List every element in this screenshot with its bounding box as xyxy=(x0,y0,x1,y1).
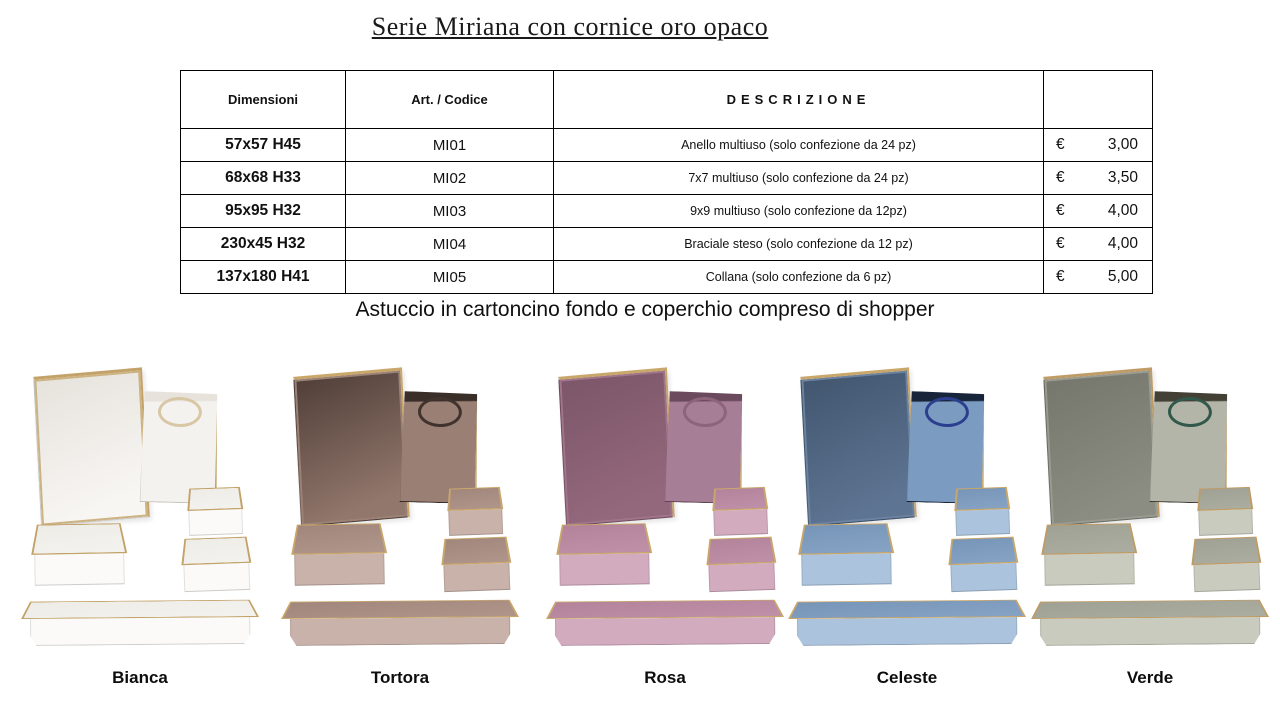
price-value: 4,00 xyxy=(1107,202,1138,219)
column-header-descrizione: DESCRIZIONE xyxy=(554,71,1044,129)
price-value: 5,00 xyxy=(1107,268,1138,285)
cell-code: MI05 xyxy=(346,261,554,294)
box-top-face xyxy=(712,487,768,511)
product-set xyxy=(1025,352,1275,694)
price-value: 3,00 xyxy=(1107,136,1138,153)
box-top-face xyxy=(1031,600,1269,619)
box-top-face xyxy=(31,523,127,555)
table-row xyxy=(181,129,1153,162)
box-base xyxy=(797,617,1018,646)
box-top-face xyxy=(1191,537,1261,566)
price-table xyxy=(180,70,1153,294)
cell-code: MI01 xyxy=(346,129,554,162)
medium-box xyxy=(1040,497,1138,586)
box-base xyxy=(1040,617,1261,646)
bag-handle xyxy=(1168,396,1213,427)
price-wrap xyxy=(1044,136,1152,154)
product-color-label: Tortora xyxy=(370,668,430,687)
cell-description: 9x9 multiuso (solo confezione da 12pz) xyxy=(554,195,1044,228)
cell-dimension: 137x180 H41 xyxy=(181,261,346,294)
box-base xyxy=(555,617,776,646)
product-color-label: Bianca xyxy=(112,668,168,687)
cell-description: Collana (solo confezione da 6 pz) xyxy=(554,261,1044,294)
column-header-price xyxy=(1044,71,1153,129)
currency-symbol: € xyxy=(1056,202,1065,219)
product-set xyxy=(15,352,265,694)
price-value: 3,50 xyxy=(1107,169,1138,186)
cell-price xyxy=(1044,129,1153,162)
bracelet-box xyxy=(21,577,260,646)
cell-code: MI03 xyxy=(346,195,554,228)
cell-dimension: 57x57 H45 xyxy=(181,129,346,162)
cell-description: Braciale steso (solo confezione da 12 pz) xyxy=(554,228,1044,261)
cell-dimension: 95x95 H32 xyxy=(181,195,346,228)
cell-price xyxy=(1044,195,1153,228)
cell-dimension: 230x45 H32 xyxy=(181,228,346,261)
box-top-face xyxy=(441,537,511,566)
table-row xyxy=(181,261,1153,294)
box-top-face xyxy=(181,537,251,566)
price-wrap xyxy=(1044,202,1152,220)
bag-handle xyxy=(925,396,970,427)
price-wrap xyxy=(1044,235,1152,253)
box-top-face xyxy=(954,487,1010,511)
box-top-face xyxy=(21,600,259,619)
currency-symbol: € xyxy=(1056,268,1065,285)
box-top-face xyxy=(291,523,387,555)
page-title: Serie Miriana con cornice oro opaco xyxy=(371,12,769,41)
cell-code: MI02 xyxy=(346,162,554,195)
cell-price xyxy=(1044,162,1153,195)
bag-handle xyxy=(683,396,728,427)
box-top-face xyxy=(546,600,784,619)
box-top-face xyxy=(798,523,894,555)
product-set xyxy=(275,352,525,694)
table-header-row xyxy=(181,71,1153,129)
currency-symbol: € xyxy=(1056,136,1065,153)
bracelet-box xyxy=(546,577,785,646)
bag-handle xyxy=(418,396,463,427)
table-row xyxy=(181,162,1153,195)
product-set xyxy=(540,352,790,694)
currency-symbol: € xyxy=(1056,235,1065,252)
box-top-face xyxy=(706,537,776,566)
box-top-face xyxy=(948,537,1018,566)
box-top-face xyxy=(1197,487,1253,511)
box-top-face xyxy=(281,600,519,619)
cell-price xyxy=(1044,261,1153,294)
product-color-label: Verde xyxy=(1126,668,1174,687)
product-set xyxy=(782,352,1032,694)
box-top-face xyxy=(788,600,1026,619)
price-wrap xyxy=(1044,169,1152,187)
bag-handle xyxy=(158,396,203,427)
cell-description: Anello multiuso (solo confezione da 24 pz) xyxy=(554,129,1044,162)
cell-dimension: 68x68 H33 xyxy=(181,162,346,195)
currency-symbol: € xyxy=(1056,169,1065,186)
medium-box xyxy=(555,497,653,586)
subtitle-note: Astuccio in cartoncino fondo e coperchio compreso di shopper xyxy=(355,298,935,321)
price-value: 4,00 xyxy=(1107,235,1138,252)
medium-box xyxy=(30,497,128,586)
bracelet-box xyxy=(788,577,1027,646)
box-top-face xyxy=(1041,523,1137,555)
cell-description: 7x7 multiuso (solo confezione da 24 pz) xyxy=(554,162,1044,195)
cell-price xyxy=(1044,228,1153,261)
medium-box xyxy=(290,497,388,586)
table-row xyxy=(181,228,1153,261)
column-header-codice: Art. / Codice xyxy=(346,71,554,129)
bracelet-box xyxy=(281,577,520,646)
price-wrap xyxy=(1044,268,1152,286)
box-top-face xyxy=(556,523,652,555)
medium-box xyxy=(797,497,895,586)
cell-code: MI04 xyxy=(346,228,554,261)
product-color-label: Celeste xyxy=(876,668,938,687)
column-header-dimensioni: Dimensioni xyxy=(181,71,346,129)
price-table-body xyxy=(181,129,1153,294)
bracelet-box xyxy=(1031,577,1270,646)
table-row xyxy=(181,195,1153,228)
box-top-face xyxy=(187,487,243,511)
box-base xyxy=(30,617,251,646)
box-top-face xyxy=(447,487,503,511)
box-base xyxy=(290,617,511,646)
product-color-label: Rosa xyxy=(644,668,686,687)
